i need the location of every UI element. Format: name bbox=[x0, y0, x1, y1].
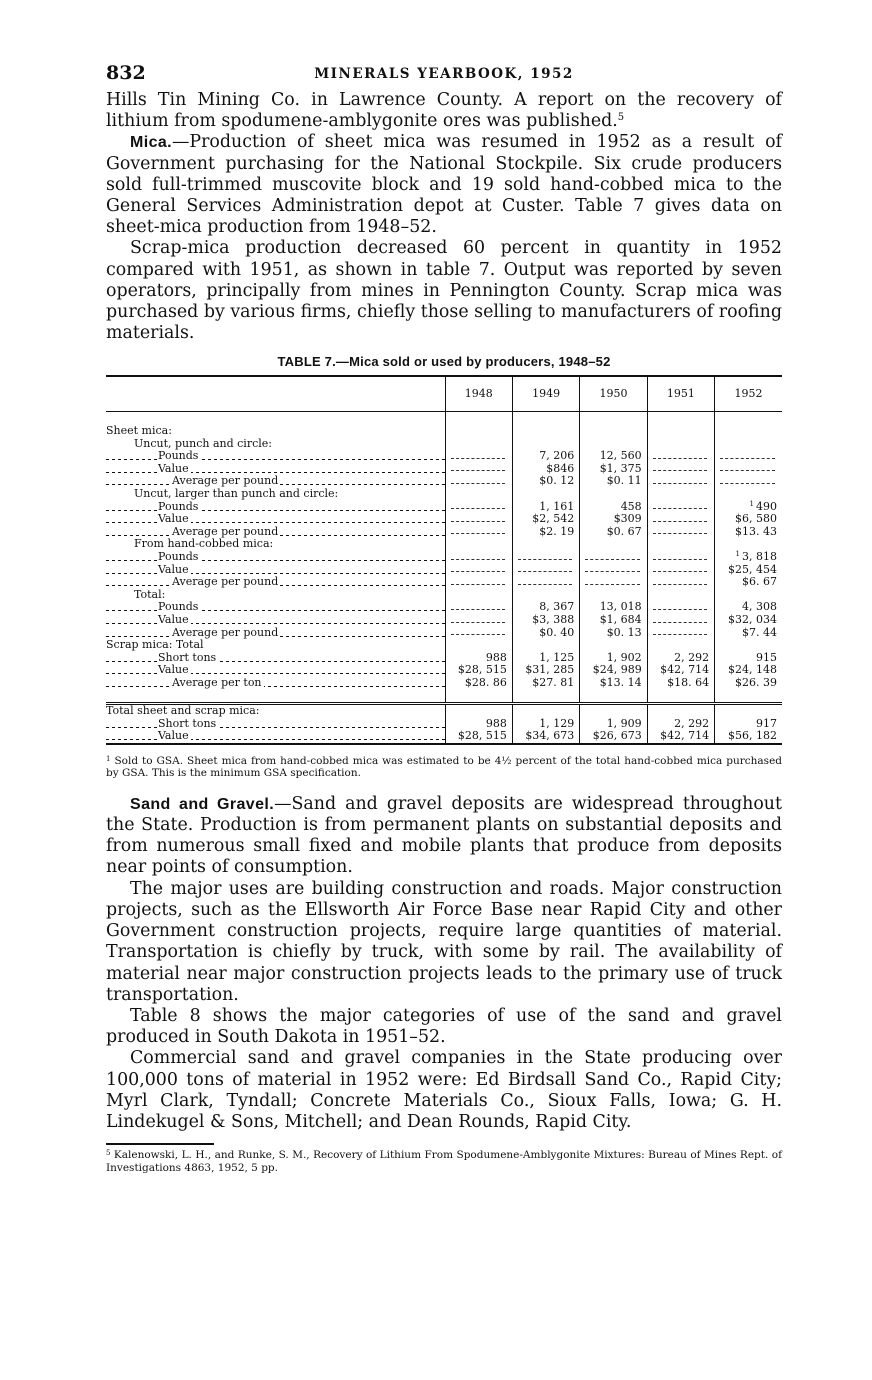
table-footnote: $^1$ Sold to GSA. Sheet mica from hand-cobbed mica was estimated to be 4½ percent of the total hand-cobbed mica purchased by GSA. This is the minimum GSA specification. bbox=[106, 754, 782, 780]
footnote-rule bbox=[106, 1143, 214, 1145]
empty-cell-leader bbox=[653, 483, 707, 484]
cell-footnote-ref: 1 bbox=[735, 549, 740, 558]
table-header-row bbox=[106, 376, 782, 412]
table-row bbox=[106, 488, 782, 501]
table-cell bbox=[512, 538, 579, 551]
table-cell: $1, 684 bbox=[580, 614, 647, 627]
table-cell bbox=[445, 627, 512, 640]
row-label: Short tons bbox=[106, 718, 445, 731]
table-cell: $^1$ 490 bbox=[715, 501, 782, 514]
table-spacer-row bbox=[106, 412, 782, 425]
paragraph-sand-gravel: Sand and Gravel.—Sand and gravel deposits are widespread throughout the State. Production is from permanent plants on substantial deposits and from numerous small fixed and mobile plants that produce from deposits near points of consumption. bbox=[106, 793, 782, 878]
table-cell: $13. 14 bbox=[580, 677, 647, 690]
table-cell bbox=[647, 501, 714, 514]
table-cell: $24, 989 bbox=[580, 664, 647, 677]
paragraph-scrap-mica: Scrap-mica production decreased 60 percent in quantity in 1952 compared with 1951, as shown in table 7. Output was reported by seven operators, principally from mines in Pennington County. Scrap mica was purchased by various firms, chiefly those selling to manufacturers of roofing materials. bbox=[106, 238, 782, 344]
empty-cell-leader bbox=[451, 571, 505, 572]
table-row bbox=[106, 425, 782, 438]
page bbox=[106, 62, 782, 1174]
table-cell: 988 bbox=[445, 652, 512, 665]
table-cell bbox=[715, 438, 782, 451]
table-row bbox=[106, 589, 782, 602]
table-cell bbox=[647, 425, 714, 438]
table-cell bbox=[445, 501, 512, 514]
empty-cell-leader bbox=[585, 584, 639, 585]
table-cell: $2. 19 bbox=[512, 526, 579, 539]
column-header-year: 1949 bbox=[512, 376, 579, 412]
table-cell: $2, 542 bbox=[512, 513, 579, 526]
table-cell: $24, 148 bbox=[715, 664, 782, 677]
table-cell bbox=[512, 551, 579, 564]
table-cell bbox=[580, 576, 647, 589]
empty-cell-leader bbox=[518, 559, 572, 560]
table-cell bbox=[647, 614, 714, 627]
row-label: Short tons bbox=[106, 652, 445, 665]
paragraph-companies: Commercial sand and gravel companies in the State producing over 100,000 tons of material in 1952 were: Ed Birdsall Sand Co., Rapid City; Myrl Clark, Tyndall; Concrete Materials Co., Sioux Falls, Iowa; G. H. Lindekugel & Sons, Mitchell; and Dean Rounds, Rapid City. bbox=[106, 1048, 782, 1132]
table-cell: $28. 86 bbox=[445, 677, 512, 690]
empty-cell-leader bbox=[451, 470, 505, 471]
table-cell: 1, 125 bbox=[512, 652, 579, 665]
table-cell: 1, 909 bbox=[580, 718, 647, 731]
table-cell bbox=[445, 526, 512, 539]
table-cell: $34, 673 bbox=[512, 730, 579, 744]
column-header-label bbox=[106, 376, 445, 412]
table-cell bbox=[580, 425, 647, 438]
table-cell: $42, 714 bbox=[647, 664, 714, 677]
table-cell bbox=[512, 425, 579, 438]
table-cell: $42, 714 bbox=[647, 730, 714, 744]
table-cell: 458 bbox=[580, 501, 647, 514]
table-cell: 2, 292 bbox=[647, 718, 714, 731]
table-cell: $25, 454 bbox=[715, 564, 782, 577]
table-cell: 1, 129 bbox=[512, 718, 579, 731]
table-cell: $0. 12 bbox=[512, 475, 579, 488]
column-header-year: 1952 bbox=[715, 376, 782, 412]
table-cell bbox=[647, 601, 714, 614]
row-label: Average per pound bbox=[106, 475, 445, 488]
empty-cell-leader bbox=[720, 458, 775, 459]
table-cell: $32, 034 bbox=[715, 614, 782, 627]
table-cell: $6, 580 bbox=[715, 513, 782, 526]
row-label: Pounds bbox=[106, 551, 445, 564]
table-cell: 7, 206 bbox=[512, 450, 579, 463]
table-cell bbox=[445, 576, 512, 589]
empty-cell-leader bbox=[451, 634, 505, 635]
table-cell bbox=[445, 513, 512, 526]
section-heading-mica: Mica. bbox=[130, 134, 173, 152]
table-cell bbox=[580, 704, 647, 718]
table-row bbox=[106, 601, 782, 614]
empty-cell-leader bbox=[518, 584, 572, 585]
table-cell: $28, 515 bbox=[445, 730, 512, 744]
paragraph-mica: Mica.—Production of sheet mica was resumed in 1952 as a result of Government purchasing for the National Stockpile. Six crude producers sold full-trimmed muscovite block and 19 sold hand-cobbed mica to the General Services Administration depot at Custer. Table 7 gives data on sheet-mica production from 1948–52. bbox=[106, 132, 782, 238]
table-row bbox=[106, 475, 782, 488]
book-title: MINERALS YEARBOOK, 1952 bbox=[314, 66, 574, 82]
table-cell bbox=[647, 463, 714, 476]
empty-cell-leader bbox=[451, 622, 505, 623]
table-cell: $1, 375 bbox=[580, 463, 647, 476]
table-cell: $18. 64 bbox=[647, 677, 714, 690]
table-row bbox=[106, 551, 782, 564]
column-header-year: 1950 bbox=[580, 376, 647, 412]
table-cell: $0. 67 bbox=[580, 526, 647, 539]
table-row bbox=[106, 501, 782, 514]
row-label: Pounds bbox=[106, 601, 445, 614]
table-cell bbox=[647, 589, 714, 602]
empty-cell-leader bbox=[518, 571, 572, 572]
table-cell: $846 bbox=[512, 463, 579, 476]
table-cell bbox=[647, 438, 714, 451]
empty-cell-leader bbox=[653, 559, 707, 560]
empty-cell-leader bbox=[451, 584, 505, 585]
table-row bbox=[106, 730, 782, 744]
empty-cell-leader bbox=[451, 458, 505, 459]
table-cell bbox=[445, 450, 512, 463]
table-row bbox=[106, 627, 782, 640]
table-cell bbox=[445, 475, 512, 488]
table-cell bbox=[445, 425, 512, 438]
empty-cell-leader bbox=[653, 622, 707, 623]
paragraph-lithium-report: Hills Tin Mining Co. in Lawrence County. A report on the recovery of lithium from spodumene-amblygonite ores was published.$^5$ bbox=[106, 90, 782, 132]
row-label: Average per pound bbox=[106, 576, 445, 589]
table-cell: 1, 161 bbox=[512, 501, 579, 514]
table-cell: 915 bbox=[715, 652, 782, 665]
table-cell bbox=[445, 438, 512, 451]
row-label: Uncut, larger than punch and circle: bbox=[134, 488, 339, 500]
table-cell: $31, 285 bbox=[512, 664, 579, 677]
running-head bbox=[106, 62, 782, 90]
table-cell bbox=[715, 704, 782, 718]
table-body bbox=[106, 412, 782, 744]
table-cell bbox=[647, 450, 714, 463]
table-cell bbox=[580, 551, 647, 564]
table-cell bbox=[647, 551, 714, 564]
row-label: Uncut, punch and circle: bbox=[134, 437, 272, 450]
empty-cell-leader bbox=[653, 533, 707, 534]
table-cell bbox=[512, 576, 579, 589]
paragraph-major-uses: The major uses are building construction and roads. Major construction projects, such as the Ellsworth Air Force Base near Rapid City and other Government construction projects, require large quantities of material. Transportation is chiefly by truck, with some by rail. The availability of material near major construction projects leads to the primary use of truck transportation. bbox=[106, 878, 782, 1005]
table-cell: 8, 367 bbox=[512, 601, 579, 614]
table-cell bbox=[445, 463, 512, 476]
row-label: Value bbox=[106, 513, 445, 526]
page-number: 832 bbox=[106, 62, 146, 84]
empty-cell-leader bbox=[653, 609, 707, 610]
table-cell: $27. 81 bbox=[512, 677, 579, 690]
table-row bbox=[106, 614, 782, 627]
row-label: Value bbox=[106, 463, 445, 476]
paragraph-table8: Table 8 shows the major categories of use of the sand and gravel produced in South Dakota in 1951–52. bbox=[106, 1005, 782, 1048]
table-cell bbox=[647, 526, 714, 539]
mica-table bbox=[106, 375, 782, 744]
table-row bbox=[106, 438, 782, 451]
empty-cell-leader bbox=[451, 609, 505, 610]
table-cell: $56, 182 bbox=[715, 730, 782, 744]
table-row bbox=[106, 463, 782, 476]
row-label: Value bbox=[106, 664, 445, 677]
empty-cell-leader bbox=[451, 559, 505, 560]
table-cell: $26, 673 bbox=[580, 730, 647, 744]
row-label: Scrap mica: Total bbox=[106, 639, 204, 652]
table-cell bbox=[715, 463, 782, 476]
table-cell: $26. 39 bbox=[715, 677, 782, 690]
cell-footnote-ref: 1 bbox=[749, 499, 754, 508]
table-cell: 988 bbox=[445, 718, 512, 731]
table-cell bbox=[647, 475, 714, 488]
table-cell: 13, 018 bbox=[580, 601, 647, 614]
row-label: Total sheet and scrap mica: bbox=[106, 704, 445, 718]
row-label: Value bbox=[106, 614, 445, 627]
table-cell: 4, 308 bbox=[715, 601, 782, 614]
empty-cell-leader bbox=[653, 634, 707, 635]
column-header-year: 1951 bbox=[647, 376, 714, 412]
table-row bbox=[106, 564, 782, 577]
table-cell bbox=[580, 564, 647, 577]
row-label: Value bbox=[106, 730, 445, 744]
column-header-year: 1948 bbox=[445, 376, 512, 412]
table-row bbox=[106, 538, 782, 551]
table-cell bbox=[445, 551, 512, 564]
table-cell bbox=[512, 564, 579, 577]
row-label: Value bbox=[106, 564, 445, 577]
row-label: Average per pound bbox=[106, 627, 445, 640]
table-cell bbox=[445, 589, 512, 602]
table-row bbox=[106, 576, 782, 589]
table-cell bbox=[445, 488, 512, 501]
table-cell bbox=[445, 538, 512, 551]
table-cell bbox=[647, 576, 714, 589]
table-cell: $0. 11 bbox=[580, 475, 647, 488]
page-footnote: $^5$ Kalenowski, L. H., and Runke, S. M., Recovery of Lithium From Spodumene-Amblygonite Mixtures: Bureau of Mines Rept. of Investigations 4863, 1952, 5 pp. bbox=[106, 1149, 782, 1174]
table-cell bbox=[512, 704, 579, 718]
row-label: Sheet mica: bbox=[106, 425, 172, 438]
table-cell: $6. 67 bbox=[715, 576, 782, 589]
table-cell: $^1$ 3, 818 bbox=[715, 551, 782, 564]
table-row bbox=[106, 526, 782, 539]
table-cell bbox=[715, 425, 782, 438]
table-cell bbox=[647, 564, 714, 577]
empty-cell-leader bbox=[451, 483, 505, 484]
table-cell bbox=[647, 538, 714, 551]
empty-cell-leader bbox=[653, 470, 707, 471]
table-cell: $3, 388 bbox=[512, 614, 579, 627]
table-cell bbox=[445, 601, 512, 614]
row-label: From hand-cobbed mica: bbox=[134, 538, 274, 551]
footnote-ref[interactable]: 5 bbox=[617, 112, 625, 124]
table-cell: $13. 43 bbox=[715, 526, 782, 539]
empty-cell-leader bbox=[451, 533, 505, 534]
empty-cell-leader bbox=[653, 584, 707, 585]
table-cell: $0. 40 bbox=[512, 627, 579, 640]
row-label: Average per pound bbox=[106, 526, 445, 539]
table-cell: $309 bbox=[580, 513, 647, 526]
table-cell: 2, 292 bbox=[647, 652, 714, 665]
table-cell bbox=[580, 538, 647, 551]
empty-cell-leader bbox=[585, 571, 639, 572]
table-cell bbox=[445, 704, 512, 718]
row-label: Pounds bbox=[106, 501, 445, 514]
empty-cell-leader bbox=[653, 521, 707, 522]
empty-cell-leader bbox=[720, 470, 775, 471]
table-cell bbox=[647, 627, 714, 640]
table-cell: 917 bbox=[715, 718, 782, 731]
empty-cell-leader bbox=[451, 508, 505, 509]
empty-cell-leader bbox=[653, 458, 707, 459]
table-cell bbox=[647, 488, 714, 501]
row-label: Pounds bbox=[106, 450, 445, 463]
table-row bbox=[106, 677, 782, 690]
table-cell bbox=[445, 564, 512, 577]
row-label: Total: bbox=[134, 588, 166, 601]
table-cell bbox=[715, 475, 782, 488]
empty-cell-leader bbox=[720, 483, 775, 484]
table-cell bbox=[647, 704, 714, 718]
empty-cell-leader bbox=[451, 521, 505, 522]
empty-cell-leader bbox=[653, 571, 707, 572]
table-title: TABLE 7.—Mica sold or used by producers, 1948–52 bbox=[277, 354, 611, 370]
table-row bbox=[106, 513, 782, 526]
table-spacer-row bbox=[106, 690, 782, 704]
table-row bbox=[106, 450, 782, 463]
table-cell: $28, 515 bbox=[445, 664, 512, 677]
table-cell: 12, 560 bbox=[580, 450, 647, 463]
row-label: Average per ton bbox=[106, 677, 445, 690]
section-heading-sand-gravel: Sand and Gravel. bbox=[130, 795, 275, 813]
table-cell: 1, 902 bbox=[580, 652, 647, 665]
table-cell: $0. 13 bbox=[580, 627, 647, 640]
table-row bbox=[106, 704, 782, 718]
table-cell: $7. 44 bbox=[715, 627, 782, 640]
table-cell bbox=[647, 513, 714, 526]
table-cell bbox=[445, 614, 512, 627]
empty-cell-leader bbox=[585, 559, 639, 560]
table-cell bbox=[715, 450, 782, 463]
empty-cell-leader bbox=[653, 508, 707, 509]
